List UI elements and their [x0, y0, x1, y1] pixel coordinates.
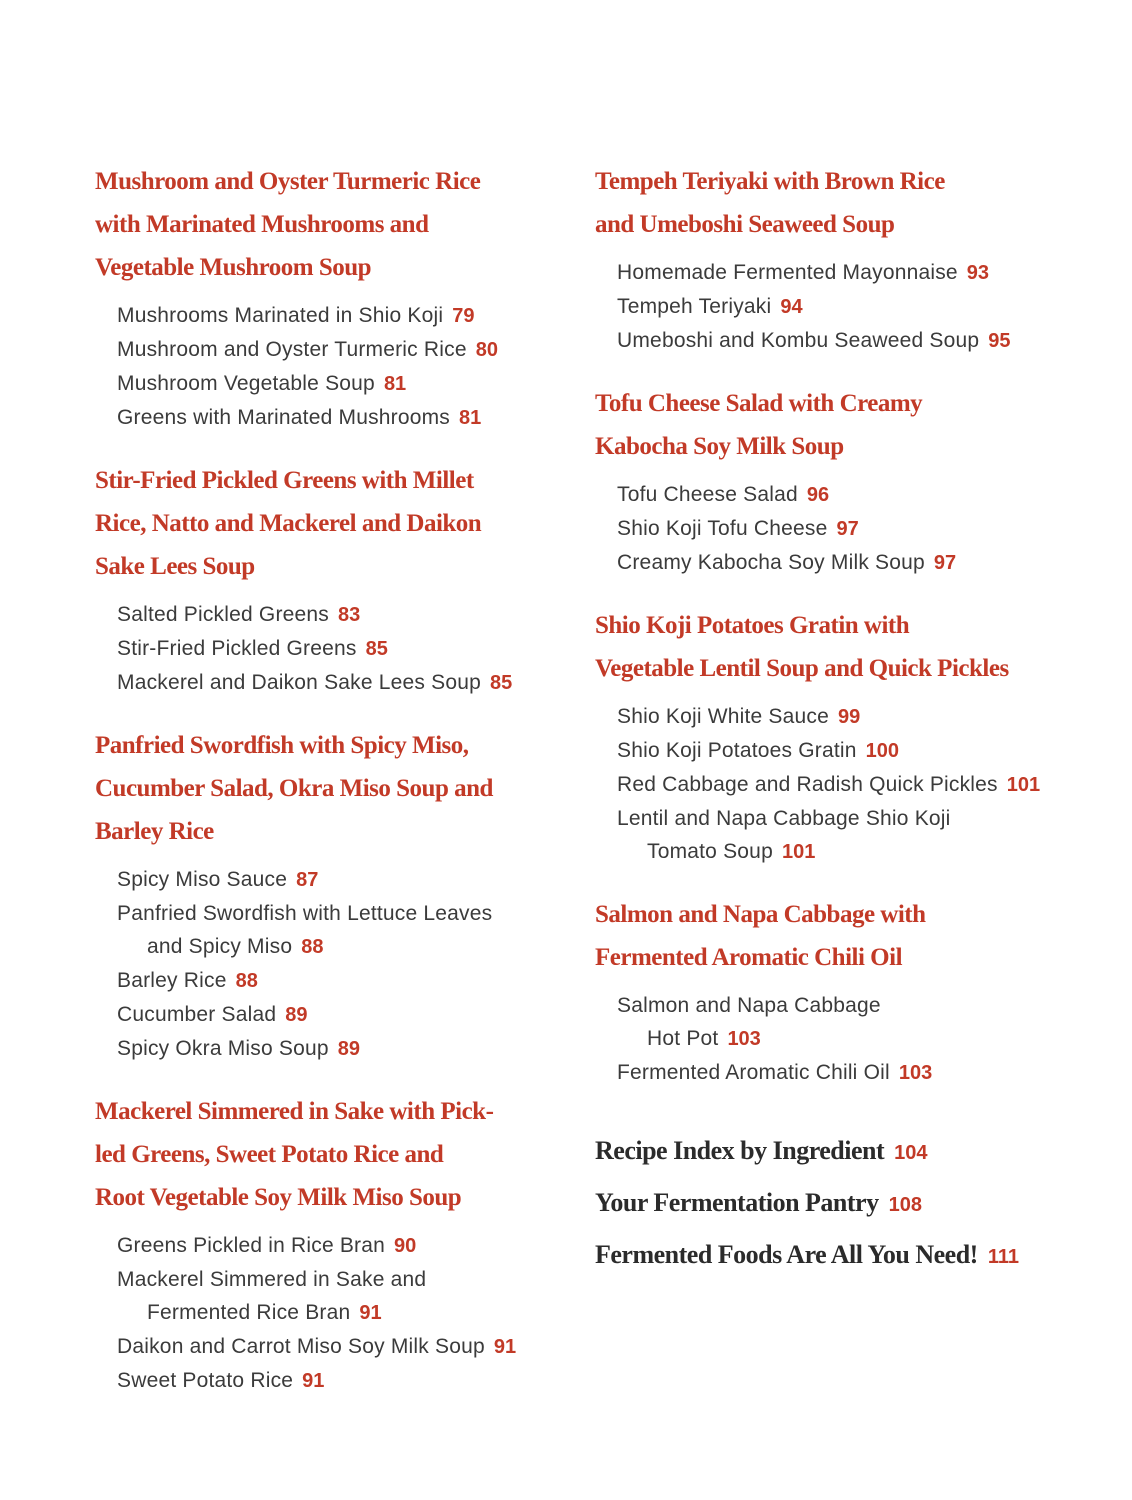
toc-entry [595, 546, 1075, 580]
section-heading-line: Vegetable Mushroom Soup [95, 254, 372, 281]
toc-footer-entry [595, 1126, 1075, 1178]
toc-entry-line [617, 546, 1075, 580]
recipe-title: Greens with Marinated Mushrooms [117, 406, 450, 429]
page-number: 101 [1006, 774, 1041, 796]
recipe-title: Panfried Swordfish with Lettuce Leaves [117, 902, 493, 925]
recipe-title: Fermented Rice Bran [147, 1301, 351, 1324]
section-heading-line: and Umeboshi Seaweed Soup [595, 211, 895, 238]
page-number: 103 [727, 1028, 761, 1050]
toc-entry [95, 897, 555, 964]
toc-entry-line [617, 256, 1075, 290]
page-number: 88 [301, 936, 324, 958]
toc-entry [95, 1032, 555, 1066]
toc-entry [595, 1056, 1075, 1090]
page-number: 111 [987, 1246, 1020, 1268]
toc-entry [595, 324, 1075, 358]
toc-entry [595, 256, 1075, 290]
section-heading [95, 724, 555, 853]
page-number: 81 [459, 407, 482, 429]
recipe-title: Spicy Miso Sauce [117, 868, 288, 891]
toc-entry-line [117, 598, 555, 632]
section-heading [595, 160, 1075, 246]
toc-entry [95, 1330, 555, 1364]
toc-entry [95, 367, 555, 401]
entry-list [595, 478, 1075, 580]
entry-list [95, 598, 555, 700]
recipe-title: Greens Pickled in Rice Bran [117, 1234, 386, 1257]
page-number: 89 [285, 1004, 308, 1026]
page-number: 97 [836, 518, 859, 540]
toc-entry-line [617, 802, 1075, 835]
page-number: 99 [837, 706, 861, 728]
toc-entry-line [117, 1296, 555, 1330]
page-number: 96 [806, 484, 830, 506]
toc-entry-line [117, 930, 555, 964]
section-heading-line: led Greens, Sweet Potato Rice and [95, 1141, 444, 1168]
recipe-title: Tofu Cheese Salad [617, 483, 798, 506]
footer-label: Your Fermentation Pantry [595, 1188, 879, 1217]
toc-entry [595, 768, 1075, 802]
recipe-title: Mackerel and Daikon Sake Lees Soup [117, 671, 482, 694]
toc-entry [595, 478, 1075, 512]
page-number: 87 [296, 869, 319, 891]
toc-column-left [95, 160, 555, 1500]
section-heading-line: Rice, Natto and Mackerel and Daikon [95, 510, 482, 537]
section-heading [95, 160, 555, 289]
section-heading-line: Mackerel Simmered in Sake with Pick- [95, 1098, 494, 1125]
page-number: 104 [894, 1142, 928, 1164]
section-heading-line: Cucumber Salad, Okra Miso Soup and [95, 775, 493, 802]
toc-entry [95, 401, 555, 435]
page-number: 95 [988, 330, 1011, 352]
toc-entry-line [117, 1229, 555, 1263]
toc-entry-line [117, 863, 555, 897]
toc-footer-entry [595, 1230, 1075, 1282]
section-heading-line: Sake Lees Soup [95, 553, 255, 580]
toc-entry-line [117, 401, 555, 435]
toc-entry-line [117, 897, 555, 930]
section-heading-line: Barley Rice [95, 818, 214, 845]
section-heading-line: Panfried Swordfish with Spicy Miso, [95, 732, 469, 759]
toc-section [95, 724, 555, 1066]
recipe-title: Tempeh Teriyaki [617, 295, 772, 318]
recipe-title: Barley Rice [117, 969, 227, 992]
toc-entry-line [117, 1263, 555, 1296]
page-number: 79 [452, 305, 475, 327]
page-number: 101 [781, 841, 816, 863]
recipe-title: Spicy Okra Miso Soup [117, 1037, 329, 1060]
toc-section [595, 893, 1075, 1090]
page-number: 85 [490, 672, 513, 694]
toc-entry [95, 1263, 555, 1330]
recipe-title: Sweet Potato Rice [117, 1369, 294, 1392]
recipe-title: Fermented Aromatic Chili Oil [617, 1061, 890, 1084]
toc-entry [95, 863, 555, 897]
recipe-title: Mackerel Simmered in Sake and [117, 1268, 427, 1291]
section-heading [595, 893, 1075, 979]
section-heading [595, 604, 1075, 690]
toc-entry [595, 290, 1075, 324]
section-heading-line: Tempeh Teriyaki with Brown Rice [595, 168, 945, 195]
toc-entry [95, 998, 555, 1032]
toc-entry-line [617, 1056, 1075, 1090]
toc-entry-line [117, 367, 555, 401]
toc-entry [595, 989, 1075, 1056]
section-heading-line: with Marinated Mushrooms and [95, 211, 429, 238]
recipe-title: Salmon and Napa Cabbage [617, 994, 881, 1017]
toc-entry [95, 598, 555, 632]
page-number: 85 [365, 638, 388, 660]
page-number: 103 [898, 1062, 933, 1084]
section-heading-line: Shio Koji Potatoes Gratin with [595, 612, 910, 639]
section-heading-line: Mushroom and Oyster Turmeric Rice [95, 168, 481, 195]
toc-entry-line [617, 768, 1075, 802]
section-heading-line: Root Vegetable Soy Milk Miso Soup [95, 1184, 462, 1211]
toc-entry [95, 964, 555, 998]
section-heading-line: Salmon and Napa Cabbage with [595, 901, 926, 928]
entry-list [595, 989, 1075, 1090]
toc-entry-line [617, 324, 1075, 358]
recipe-title: Umeboshi and Kombu Seaweed Soup [617, 329, 980, 352]
recipe-title: Cucumber Salad [117, 1003, 277, 1026]
toc-section [595, 160, 1075, 358]
recipe-title: Stir-Fried Pickled Greens [117, 637, 357, 660]
toc-footer-entry [595, 1178, 1075, 1230]
toc-entry-line [117, 1330, 555, 1364]
page-number: 97 [933, 552, 957, 574]
section-heading [595, 382, 1075, 468]
page-number: 91 [302, 1370, 325, 1392]
section-heading-line: Stir-Fried Pickled Greens with Millet [95, 467, 474, 494]
recipe-title: Daikon and Carrot Miso Soy Milk Soup [117, 1335, 485, 1358]
toc-section [95, 1090, 555, 1398]
toc-section [95, 459, 555, 700]
toc-entry-line [617, 835, 1075, 869]
toc-entry-line [117, 1032, 555, 1066]
footer-label: Fermented Foods Are All You Need! [595, 1240, 978, 1269]
toc-section [595, 604, 1075, 869]
toc-entry [95, 666, 555, 700]
entry-list [95, 863, 555, 1066]
section-heading-line: Fermented Aromatic Chili Oil [595, 944, 903, 971]
toc-entry-line [117, 299, 555, 333]
toc-entry-line [117, 1364, 555, 1398]
section-heading [95, 459, 555, 588]
section-heading [95, 1090, 555, 1219]
recipe-title: Red Cabbage and Radish Quick Pickles [617, 773, 998, 796]
section-heading-line: Vegetable Lentil Soup and Quick Pickles [595, 655, 1009, 682]
recipe-title: Hot Pot [647, 1027, 719, 1050]
toc-footer [595, 1126, 1075, 1282]
page-number: 91 [359, 1302, 382, 1324]
toc-entry [95, 1364, 555, 1398]
toc-entry-line [117, 632, 555, 666]
toc-section [95, 160, 555, 435]
page-number: 81 [383, 373, 407, 395]
toc-entry [595, 700, 1075, 734]
recipe-title: Mushrooms Marinated in Shio Koji [117, 304, 444, 327]
toc-entry [95, 1229, 555, 1263]
toc-entry [595, 734, 1075, 768]
recipe-title: Mushroom Vegetable Soup [117, 372, 375, 395]
toc-entry-line [117, 333, 555, 367]
recipe-title: Shio Koji Potatoes Gratin [617, 739, 857, 762]
page-number: 83 [337, 604, 361, 626]
toc-entry-line [117, 998, 555, 1032]
page-number: 108 [888, 1194, 922, 1216]
toc-entry [595, 802, 1075, 869]
footer-label: Recipe Index by Ingredient [595, 1136, 885, 1165]
recipe-title: Creamy Kabocha Soy Milk Soup [617, 551, 925, 574]
recipe-title: Shio Koji White Sauce [617, 705, 829, 728]
page-number: 88 [235, 970, 258, 992]
page-number: 94 [780, 296, 803, 318]
page-number: 100 [865, 740, 900, 762]
recipe-title: Mushroom and Oyster Turmeric Rice [117, 338, 467, 361]
recipe-title: Homemade Fermented Mayonnaise [617, 261, 958, 284]
toc-entry-line [617, 734, 1075, 768]
toc-entry [95, 632, 555, 666]
entry-list [595, 700, 1075, 869]
toc-entry [95, 299, 555, 333]
section-heading-line: Tofu Cheese Salad with Creamy [595, 390, 923, 417]
recipe-title: Tomato Soup [647, 840, 773, 863]
page-number: 90 [394, 1235, 417, 1257]
toc-entry-line [617, 512, 1075, 546]
toc-entry [95, 333, 555, 367]
entry-list [95, 299, 555, 435]
toc-entry-line [117, 964, 555, 998]
page-number: 91 [493, 1336, 517, 1358]
toc-entry-line [617, 478, 1075, 512]
page-number: 80 [475, 339, 498, 361]
toc-entry-line [617, 1022, 1075, 1056]
toc-column-right [595, 160, 1075, 1500]
entry-list [595, 256, 1075, 358]
section-heading-line: Kabocha Soy Milk Soup [595, 433, 844, 460]
entry-list [95, 1229, 555, 1398]
recipe-title: Shio Koji Tofu Cheese [617, 517, 828, 540]
page-number: 89 [337, 1038, 360, 1060]
page-number: 93 [966, 262, 990, 284]
toc-section [595, 382, 1075, 580]
toc-entry-line [617, 290, 1075, 324]
recipe-title: and Spicy Miso [147, 935, 293, 958]
toc-entry [595, 512, 1075, 546]
recipe-title: Salted Pickled Greens [117, 603, 329, 626]
recipe-title: Lentil and Napa Cabbage Shio Koji [617, 807, 951, 830]
toc-entry-line [117, 666, 555, 700]
toc-entry-line [617, 989, 1075, 1022]
toc-entry-line [617, 700, 1075, 734]
